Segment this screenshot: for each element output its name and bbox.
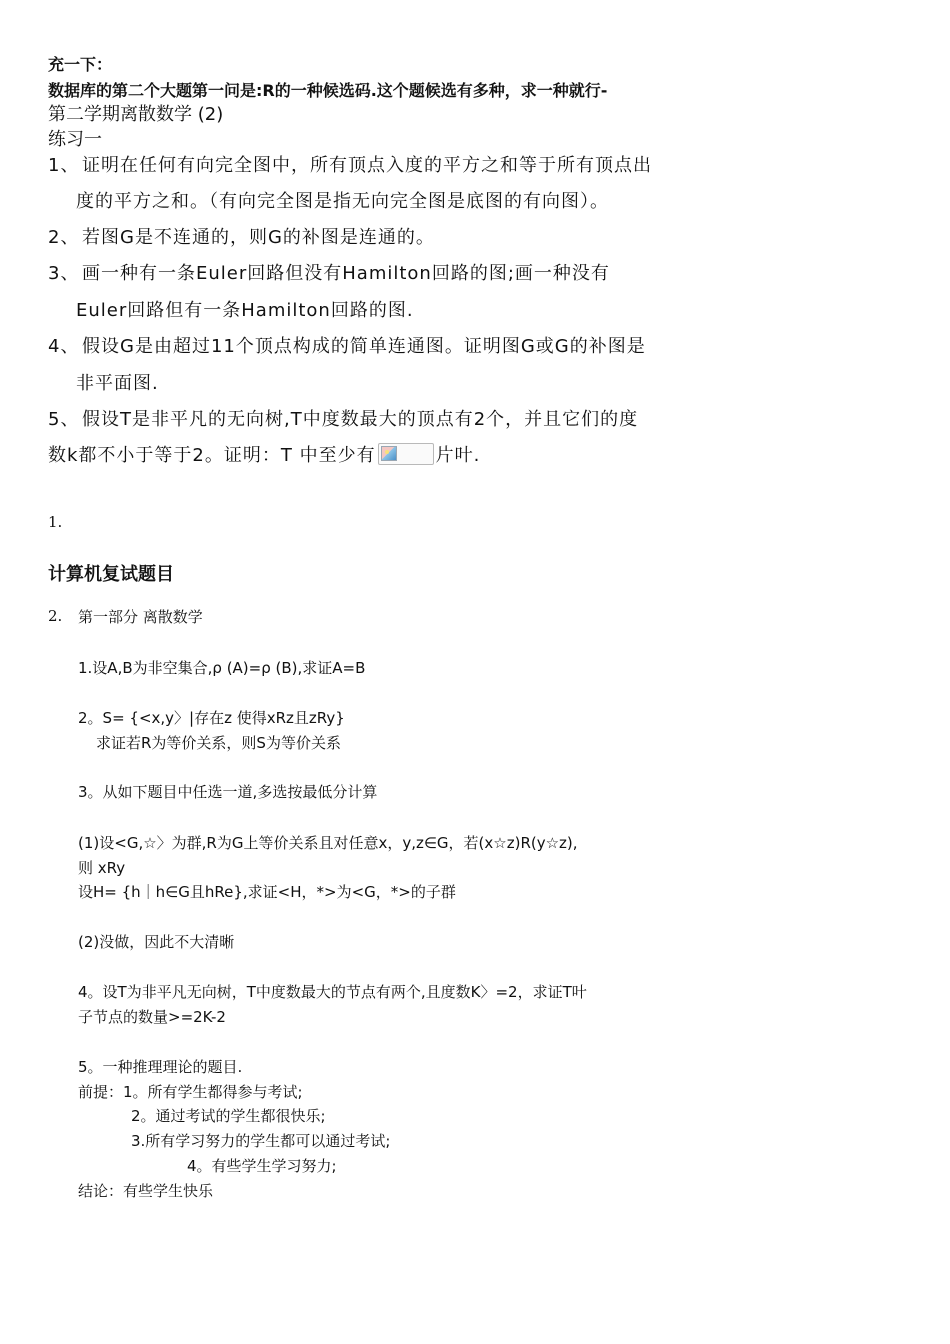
exercise-2-line-1: 若图G是不连通的，则G的补图是连通的。	[82, 227, 435, 248]
question-2-line-2: 求证若R为等价关系，则S为等价关系	[96, 734, 341, 752]
section-title: 计算机复试题目	[48, 564, 174, 585]
question-1: 1.设A,B为非空集合,ρ (A)=ρ (B),求证A=B	[78, 659, 366, 677]
exercise-5-line-2	[48, 441, 480, 467]
premise-3: 3.所有学习努力的学生都可以通过考试;	[131, 1132, 391, 1150]
question-3-option-2: (2)没做，因此不大清晰	[78, 933, 235, 951]
broken-image-icon	[378, 443, 434, 465]
part-number: 2.	[48, 607, 63, 625]
exercise-2-number: 2、	[48, 227, 80, 248]
question-3-option-1-line-3: 设H= {h｜h∈G且hRe},求证<H，*>为<G，*>的子群	[78, 883, 456, 901]
part-label: 第一部分 离散数学	[78, 608, 203, 626]
header-line-1: 充一下：	[48, 55, 113, 74]
exercise-5-number: 5、	[48, 409, 80, 430]
exercise-4-line-1: 假设G是由超过11个顶点构成的简单连通图。证明图G或G的补图是	[82, 336, 646, 357]
exercise-5-line-1: 假设T是非平凡的无向树,T中度数最大的顶点有2个，并且它们的度	[82, 409, 639, 430]
exercise-5-tail-before: 数k都不小于等于2。证明：T 中至少有	[48, 445, 376, 466]
list-marker-1: 1.	[48, 513, 63, 531]
conclusion: 结论：有些学生快乐	[78, 1182, 214, 1200]
exercise-4-number: 4、	[48, 336, 80, 357]
question-4-line-2: 子节点的数量>=2K-2	[78, 1008, 226, 1026]
header-line-2: 数据库的第二个大题第一问是:R的一种候选码.这个题候选有多种，求一种就行-	[48, 81, 608, 100]
exercise-title: 练习一	[48, 129, 102, 150]
exercise-1-number: 1、	[48, 155, 80, 176]
exercise-5-tail-after: 片叶.	[435, 445, 481, 466]
question-4-line-1: 4。设T为非平凡无向树，T中度数最大的节点有两个,且度数K〉=2，求证T叶	[78, 983, 587, 1001]
premise-4: 4。有些学生学习努力;	[187, 1157, 337, 1175]
question-3-option-1-line-1: (1)设<G,☆〉为群,R为G上等价关系且对任意x，y,z∈G，若(x☆z)R(y☆z),	[78, 834, 578, 852]
exercise-3-line-2: Euler回路但有一条Hamilton回路的图.	[76, 300, 414, 321]
question-3-option-1-line-2: 则 xRy	[78, 859, 126, 877]
question-5: 5。一种推理理论的题目.	[78, 1058, 243, 1076]
exercise-3-line-1: 画一种有一条Euler回路但没有Hamilton回路的图;画一种没有	[82, 263, 610, 284]
exercise-4-line-2: 非平面图.	[76, 373, 159, 394]
question-2-line-1: 2。S= {<x,y〉|存在z 使得xRz且zRy}	[78, 709, 345, 727]
premise-2: 2。通过考试的学生都很快乐;	[131, 1107, 326, 1125]
question-3: 3。从如下题目中任选一道,多选按最低分计算	[78, 783, 378, 801]
exercise-3-number: 3、	[48, 263, 80, 284]
exercise-1-line-1: 证明在任何有向完全图中，所有顶点入度的平方之和等于所有顶点出	[82, 155, 652, 176]
exercise-1-line-2: 度的平方之和。（有向完全图是指无向完全图是底图的有向图）。	[76, 191, 609, 212]
premise-1: 前提：1。所有学生都得参与考试;	[78, 1083, 303, 1101]
document-subtitle: 第二学期离散数学 (2)	[48, 104, 224, 125]
